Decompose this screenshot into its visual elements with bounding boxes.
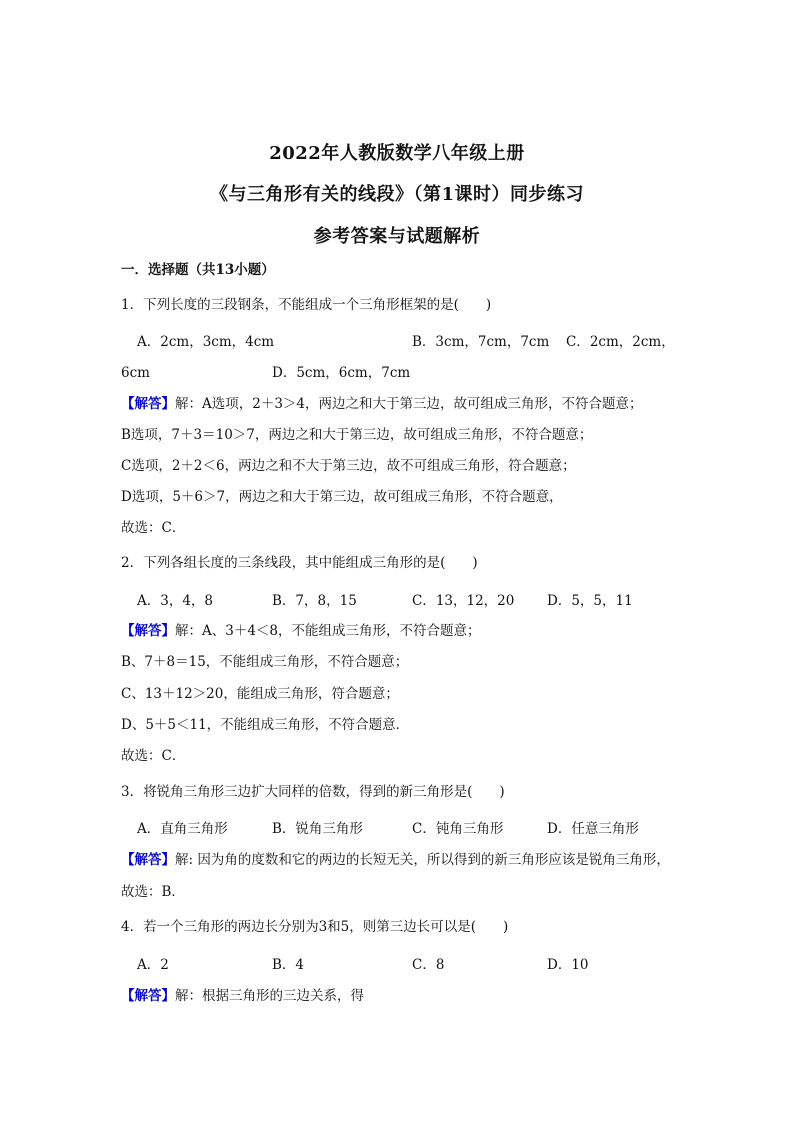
question-2-solution-line-2: B、7＋8＝15，不能组成三角形，不符合题意； [121,654,409,670]
question-2-option-a: A．3，4，8 [137,593,214,609]
answer-tag: 【解答】 [121,852,175,868]
document-subtitle: 《与三角形有关的线段》（第1课时）同步练习 [209,184,585,205]
question-4-solution-line-1: 【解答】解：根据三角形的三边关系，得 [121,988,364,1004]
question-2-stem: 2．下列各组长度的三条线段，其中能组成三角形的是( ) [121,555,478,571]
question-3-option-a: A．直角三角形 [137,821,228,837]
question-4-option-c: C．8 [412,957,445,973]
question-2-answer: 故选：C． [121,748,186,764]
question-1-solution-line-1: 【解答】解：A选项，2＋3＞4，两边之和大于第三边，故可组成三角形，不符合题意； [121,396,643,412]
question-1-option-a: A．2cm，3cm，4cm [137,334,275,350]
question-4-stem: 4．若一个三角形的两边长分别为3和5，则第三边长可以是( ) [121,919,509,935]
question-4-option-a: A．2 [137,957,169,973]
question-1-stem: 1．下列长度的三段钢条，不能组成一个三角形框架的是( ) [121,297,492,313]
question-2-solution-line-4: D、5＋5＜11，不能组成三角形，不符合题意． [121,717,410,733]
document-heading: 参考答案与试题解析 [313,226,481,247]
question-2-option-b: B．7，8，15 [272,593,357,609]
question-2-solution-line-3: C、13＋12＞20，能组成三角形，符合题意； [121,686,399,702]
answer-tag: 【解答】 [121,623,175,639]
question-1-option-c-cont: 6cm [121,365,150,381]
question-1-answer: 故选：C． [121,520,186,536]
question-3-solution-line-1: 【解答】解: 因为角的度数和它的两边的长短无关，所以得到的新三角形应该是锐角三角形， [121,852,670,868]
question-1-option-b: B．3cm，7cm，7cm [412,334,550,350]
question-4-option-b: B．4 [272,957,305,973]
question-1-solution-line-3: C选项，2＋2＜6，两边之和不大于第三边，故不可组成三角形，符合题意； [121,458,576,474]
question-3-option-b: B．锐角三角形 [272,821,363,837]
question-4-option-d: D．10 [547,957,589,973]
question-1-solution-line-2: B选项，7＋3＝10＞7，两边之和大于第三边，故可组成三角形，不符合题意； [121,427,593,443]
question-3-option-c: C．钝角三角形 [412,821,504,837]
question-1-solution-line-4: D选项，5＋6＞7，两边之和大于第三边，故可组成三角形，不符合题意， [121,489,563,505]
section-label: 一．选择题（共13小题） [121,262,275,278]
answer-tag: 【解答】 [121,988,175,1004]
question-3-option-d: D．任意三角形 [547,821,639,837]
question-2-option-d: D．5，5，11 [547,593,633,609]
answer-tag: 【解答】 [121,396,175,412]
question-2-option-c: C．13，12，20 [412,593,515,609]
question-2-solution-line-1: 【解答】解：A、3＋4＜8，不能组成三角形，不符合题意； [121,623,481,639]
question-3-stem: 3．将锐角三角形三边扩大同样的倍数，得到的新三角形是( ) [121,784,505,800]
question-3-answer: 故选：B． [121,884,185,900]
question-1-option-c: C．2cm，2cm， [566,334,675,350]
document-title: 2022年人教版数学八年级上册 [269,143,525,164]
question-1-option-d: D．5cm，6cm，7cm [272,365,411,381]
